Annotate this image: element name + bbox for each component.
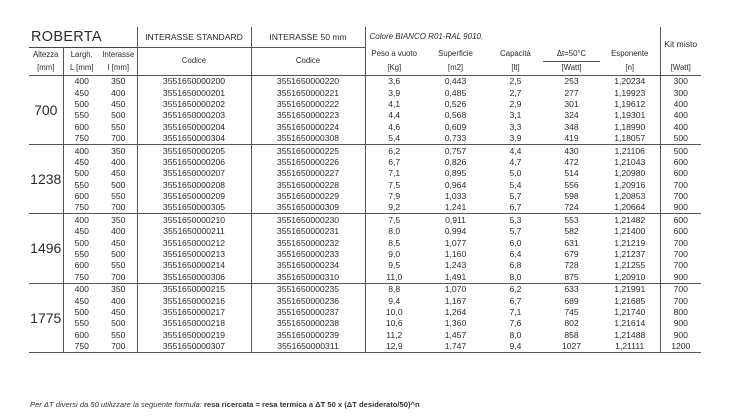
watt-cell: 728 bbox=[564, 260, 579, 271]
esponente-cell: 1,20853 bbox=[614, 191, 646, 202]
codice-50-cell: 3551650000229 bbox=[251, 190, 365, 201]
interasse-cell: 350 bbox=[111, 145, 126, 156]
peso-cell: 7,5 bbox=[388, 214, 401, 225]
esponente-cell: 1,20234 bbox=[614, 76, 646, 87]
watt-cell: 745 bbox=[564, 307, 579, 317]
codice-std-cell: 3551650000201 bbox=[137, 87, 251, 98]
capacita-cell: 6,7 bbox=[488, 202, 543, 214]
kit-cell: 400 bbox=[660, 121, 701, 132]
width-cell: 550 bbox=[63, 110, 100, 121]
codice-50-cell: 3551650000237 bbox=[251, 306, 365, 317]
kit-cell: 900 bbox=[660, 271, 701, 283]
esponente-cell: 1,21106 bbox=[614, 145, 645, 156]
capacita-cell: 5,3 bbox=[509, 214, 522, 225]
watt-cell: 802 bbox=[564, 318, 579, 329]
interasse-cell: 500 bbox=[111, 179, 126, 190]
superficie-cell: 0,568 bbox=[444, 110, 467, 121]
interasse-cell: 450 bbox=[111, 98, 126, 109]
table-row bbox=[29, 144, 701, 156]
width-cell: 750 bbox=[63, 271, 100, 283]
altezza-cell: 700 bbox=[29, 75, 63, 144]
interasse-cell: 350 bbox=[111, 214, 126, 225]
codice-50-cell: 3551650000309 bbox=[251, 202, 365, 214]
peso-cell: 11,0 bbox=[365, 271, 423, 283]
table-row bbox=[29, 340, 701, 352]
codice-std-cell: 3551650000305 bbox=[137, 202, 251, 214]
watt-cell: 419 bbox=[543, 132, 600, 144]
codice-std-cell: 3551650000307 bbox=[137, 340, 251, 352]
width-cell: 750 bbox=[63, 132, 100, 144]
codice-50-cell: 3551650000233 bbox=[251, 248, 365, 259]
table-row bbox=[29, 306, 701, 317]
interasse-cell: 350 bbox=[111, 284, 126, 295]
esponente-cell: 1,21488 bbox=[614, 329, 646, 340]
header-kit-unit: [Watt] bbox=[660, 61, 701, 75]
codice-std-cell: 3551650000211 bbox=[137, 226, 251, 237]
interasse-cell: 700 bbox=[100, 202, 137, 214]
superficie-cell: 0,826 bbox=[444, 156, 467, 167]
watt-cell: 582 bbox=[564, 226, 579, 237]
kit-cell: 600 bbox=[660, 214, 701, 226]
esponente-cell: 1,20664 bbox=[600, 202, 660, 214]
interasse-cell: 500 bbox=[111, 249, 126, 260]
esponente-cell: 1,21111 bbox=[600, 340, 660, 352]
capacita-cell: 6,0 bbox=[509, 237, 522, 248]
width-cell: 500 bbox=[63, 98, 100, 109]
esponente-cell: 1,21685 bbox=[614, 295, 646, 306]
kit-cell: 300 bbox=[660, 87, 701, 98]
width-cell: 600 bbox=[63, 190, 100, 201]
header-capacita: Capacità bbox=[500, 49, 531, 59]
header-codice-std: Codice bbox=[137, 48, 251, 76]
esponente-cell: 1,21237 bbox=[614, 249, 646, 260]
esponente-cell: 1,20910 bbox=[600, 271, 660, 283]
table-row bbox=[29, 75, 701, 87]
esponente-cell: 1,19612 bbox=[614, 98, 646, 109]
kit-cell: 500 bbox=[660, 132, 701, 144]
header-codice-50: Codice bbox=[251, 48, 365, 76]
header-delta-unit: [Watt] bbox=[543, 61, 600, 75]
codice-50-cell: 3551650000231 bbox=[251, 226, 365, 237]
interasse-cell: 350 bbox=[111, 76, 126, 87]
kit-cell: 500 bbox=[660, 144, 701, 156]
table-row bbox=[29, 248, 701, 259]
width-cell: 450 bbox=[63, 295, 100, 306]
interasse-cell: 400 bbox=[111, 156, 126, 167]
peso-cell: 11,2 bbox=[386, 329, 403, 340]
superficie-cell: 0,526 bbox=[444, 98, 467, 109]
width-cell: 400 bbox=[63, 214, 100, 226]
table-row bbox=[29, 168, 701, 179]
kit-cell: 300 bbox=[660, 75, 701, 87]
peso-cell: 8,5 bbox=[388, 237, 401, 248]
kit-cell: 900 bbox=[660, 202, 701, 214]
kit-cell: 700 bbox=[660, 190, 701, 201]
peso-cell: 7,5 bbox=[388, 179, 401, 190]
width-cell: 600 bbox=[63, 260, 100, 271]
codice-50-cell: 3551650000234 bbox=[251, 260, 365, 271]
interasse-cell: 550 bbox=[111, 121, 126, 132]
peso-cell: 6,2 bbox=[388, 145, 401, 156]
peso-cell: 9,2 bbox=[365, 202, 423, 214]
codice-std-cell: 3551650000208 bbox=[137, 179, 251, 190]
header-altezza-unit: [mm] bbox=[29, 61, 63, 75]
codice-50-cell: 3551650000228 bbox=[251, 179, 365, 190]
peso-cell: 9,0 bbox=[388, 249, 401, 260]
superficie-cell: 1,070 bbox=[444, 284, 467, 295]
esponente-cell: 1,19923 bbox=[614, 87, 646, 98]
peso-cell: 10,0 bbox=[385, 307, 403, 317]
interasse-cell: 400 bbox=[111, 87, 126, 98]
codice-50-cell: 3551650000220 bbox=[251, 75, 365, 87]
kit-cell: 700 bbox=[660, 260, 701, 271]
esponente-cell: 1,18057 bbox=[600, 132, 660, 144]
watt-cell: 679 bbox=[564, 249, 579, 260]
esponente-cell: 1,21991 bbox=[614, 284, 646, 295]
capacita-cell: 6,7 bbox=[509, 295, 522, 306]
kit-cell: 900 bbox=[660, 318, 701, 329]
watt-cell: 598 bbox=[564, 191, 579, 202]
superficie-cell: 1,747 bbox=[423, 340, 488, 352]
watt-cell: 633 bbox=[564, 284, 579, 295]
table-row bbox=[29, 226, 701, 237]
esponente-cell: 1,20916 bbox=[614, 179, 646, 190]
kit-cell: 700 bbox=[660, 248, 701, 259]
capacita-cell: 4,7 bbox=[509, 156, 522, 167]
table-row bbox=[29, 190, 701, 201]
kit-cell: 700 bbox=[660, 179, 701, 190]
altezza-cell: 1496 bbox=[29, 214, 63, 283]
codice-std-cell: 3551650000213 bbox=[137, 248, 251, 259]
interasse-cell: 400 bbox=[111, 226, 126, 237]
superficie-cell: 1,077 bbox=[444, 237, 467, 248]
codice-std-cell: 3551650000214 bbox=[137, 260, 251, 271]
interasse-cell: 450 bbox=[111, 168, 126, 179]
header-interasse-standard: INTERASSE STANDARD bbox=[137, 27, 251, 48]
kit-cell: 700 bbox=[660, 295, 701, 306]
header-kit-misto: Kit misto bbox=[660, 27, 701, 61]
header-delta: Δt=50°C bbox=[543, 48, 600, 62]
peso-cell: 7,9 bbox=[388, 191, 401, 202]
width-cell: 750 bbox=[63, 202, 100, 214]
codice-50-cell: 3551650000221 bbox=[251, 87, 365, 98]
width-cell: 500 bbox=[63, 168, 100, 179]
table-row bbox=[29, 260, 701, 271]
codice-std-cell: 3551650000306 bbox=[137, 271, 251, 283]
watt-cell: 348 bbox=[564, 121, 579, 132]
codice-std-cell: 3551650000216 bbox=[137, 295, 251, 306]
superficie-cell: 1,241 bbox=[423, 202, 488, 214]
peso-cell: 10,6 bbox=[385, 318, 403, 329]
roberta-spec-table bbox=[29, 27, 701, 353]
header-interasse: Interasse bbox=[102, 49, 135, 59]
header-colore: Colore BIANCO R01-RAL 9010. bbox=[369, 32, 484, 42]
capacita-cell: 7,1 bbox=[509, 307, 522, 317]
codice-std-cell: 3551650000207 bbox=[137, 168, 251, 179]
watt-cell: 253 bbox=[564, 76, 579, 87]
formula-footnote bbox=[30, 400, 420, 409]
peso-cell: 8,0 bbox=[388, 226, 401, 237]
interasse-cell: 550 bbox=[111, 329, 126, 340]
width-cell: 500 bbox=[63, 306, 100, 317]
superficie-cell: 0,895 bbox=[444, 168, 467, 179]
table-row bbox=[29, 179, 701, 190]
kit-cell: 600 bbox=[660, 168, 701, 179]
altezza-cell: 1775 bbox=[29, 283, 63, 352]
capacita-cell: 7,6 bbox=[509, 318, 522, 329]
product-name: ROBERTA bbox=[29, 27, 137, 48]
table-row bbox=[29, 271, 701, 283]
interasse-cell: 450 bbox=[111, 307, 126, 317]
codice-50-cell: 3551650000238 bbox=[251, 318, 365, 329]
width-cell: 600 bbox=[63, 329, 100, 340]
kit-cell: 400 bbox=[660, 110, 701, 121]
capacita-cell: 9,4 bbox=[488, 340, 543, 352]
kit-cell: 600 bbox=[660, 226, 701, 237]
table-row bbox=[29, 283, 701, 295]
codice-50-cell: 3551650000310 bbox=[251, 271, 365, 283]
kit-cell: 900 bbox=[660, 329, 701, 340]
capacita-cell: 3,9 bbox=[488, 132, 543, 144]
interasse-cell: 550 bbox=[111, 191, 126, 202]
esponente-cell: 1,18990 bbox=[614, 121, 646, 132]
capacita-cell: 2,9 bbox=[509, 98, 522, 109]
esponente-cell: 1,21043 bbox=[614, 156, 646, 167]
peso-cell: 6,7 bbox=[388, 156, 401, 167]
header-larghezza-unit: L [mm] bbox=[63, 61, 100, 75]
peso-cell: 8,8 bbox=[388, 284, 401, 295]
header-esponente-unit: [n] bbox=[600, 61, 660, 75]
esponente-cell: 1,20980 bbox=[614, 168, 646, 179]
table-row bbox=[29, 132, 701, 144]
capacita-cell: 4,4 bbox=[509, 145, 522, 156]
codice-std-cell: 3551650000304 bbox=[137, 132, 251, 144]
interasse-cell: 400 bbox=[111, 295, 126, 306]
watt-cell: 514 bbox=[564, 168, 579, 179]
codice-50-cell: 3551650000223 bbox=[251, 110, 365, 121]
width-cell: 450 bbox=[63, 87, 100, 98]
esponente-cell: 1,21219 bbox=[614, 237, 646, 248]
capacita-cell: 2,7 bbox=[509, 87, 522, 98]
peso-cell: 4,4 bbox=[388, 110, 401, 121]
superficie-cell: 0,733 bbox=[423, 132, 488, 144]
table-row bbox=[29, 214, 701, 226]
codice-std-cell: 3551650000202 bbox=[137, 98, 251, 109]
codice-std-cell: 3551650000212 bbox=[137, 237, 251, 248]
superficie-cell: 1,160 bbox=[444, 249, 467, 260]
kit-cell: 700 bbox=[660, 283, 701, 295]
header-interasse-unit: I [mm] bbox=[100, 61, 137, 75]
kit-cell: 600 bbox=[660, 156, 701, 167]
table-row bbox=[29, 121, 701, 132]
capacita-cell: 2,5 bbox=[509, 76, 522, 87]
table-row bbox=[29, 318, 701, 329]
table-row bbox=[29, 329, 701, 340]
capacita-cell: 3,3 bbox=[509, 121, 522, 132]
peso-cell: 9,5 bbox=[388, 260, 401, 271]
kit-cell: 700 bbox=[660, 237, 701, 248]
kit-cell: 800 bbox=[660, 306, 701, 317]
codice-50-cell: 3551650000239 bbox=[251, 329, 365, 340]
codice-std-cell: 3551650000205 bbox=[137, 144, 251, 156]
esponente-cell: 1,19301 bbox=[614, 110, 646, 121]
watt-cell: 875 bbox=[543, 271, 600, 283]
superficie-cell: 0,994 bbox=[444, 226, 467, 237]
header-peso: Peso a vuoto bbox=[371, 49, 417, 59]
superficie-cell: 1,243 bbox=[444, 260, 467, 271]
superficie-cell: 1,491 bbox=[423, 271, 488, 283]
table-row bbox=[29, 202, 701, 214]
interasse-cell: 500 bbox=[111, 110, 126, 121]
peso-cell: 4,1 bbox=[388, 98, 401, 109]
footnote-formula: resa ricercata = resa termica a ΔT 50 x (ΔT desiderato/50)^n bbox=[203, 400, 420, 409]
codice-std-cell: 3551650000203 bbox=[137, 110, 251, 121]
peso-cell: 9,4 bbox=[388, 295, 401, 306]
header-larghezza: Largh. bbox=[63, 48, 100, 62]
peso-cell: 12,9 bbox=[365, 340, 423, 352]
header-superficie: Superficie bbox=[438, 49, 473, 59]
codice-std-cell: 3551650000204 bbox=[137, 121, 251, 132]
codice-50-cell: 3551650000236 bbox=[251, 295, 365, 306]
peso-cell: 5,4 bbox=[365, 132, 423, 144]
capacita-cell: 6,2 bbox=[509, 284, 522, 295]
codice-50-cell: 3551650000308 bbox=[251, 132, 365, 144]
capacita-cell: 6,8 bbox=[509, 260, 522, 271]
interasse-cell: 700 bbox=[100, 271, 137, 283]
superficie-cell: 1,167 bbox=[444, 295, 467, 306]
interasse-cell: 700 bbox=[100, 340, 137, 352]
table-row bbox=[29, 295, 701, 306]
watt-cell: 553 bbox=[564, 214, 579, 225]
kit-cell: 1200 bbox=[660, 340, 701, 352]
superficie-cell: 0,609 bbox=[444, 121, 467, 132]
codice-50-cell: 3551650000226 bbox=[251, 156, 365, 167]
interasse-cell: 700 bbox=[100, 132, 137, 144]
codice-50-cell: 3551650000224 bbox=[251, 121, 365, 132]
capacita-cell: 3,1 bbox=[509, 110, 522, 121]
table-row bbox=[29, 98, 701, 109]
superficie-cell: 0,964 bbox=[444, 179, 467, 190]
esponente-cell: 1,21400 bbox=[614, 226, 646, 237]
width-cell: 400 bbox=[63, 75, 100, 87]
peso-cell: 7,1 bbox=[388, 168, 401, 179]
interasse-cell: 500 bbox=[111, 318, 126, 329]
table-row bbox=[29, 156, 701, 167]
table-row bbox=[29, 110, 701, 121]
capacita-cell: 6,4 bbox=[509, 249, 522, 260]
codice-50-cell: 3551650000232 bbox=[251, 237, 365, 248]
header-superficie-unit: [m2] bbox=[423, 61, 488, 75]
watt-cell: 472 bbox=[564, 156, 579, 167]
codice-50-cell: 3551650000230 bbox=[251, 214, 365, 226]
peso-cell: 3,6 bbox=[388, 76, 401, 87]
kit-cell: 400 bbox=[660, 98, 701, 109]
width-cell: 450 bbox=[63, 156, 100, 167]
codice-50-cell: 3551650000235 bbox=[251, 283, 365, 295]
esponente-cell: 1,21482 bbox=[614, 214, 646, 225]
table-row bbox=[29, 237, 701, 248]
superficie-cell: 0,911 bbox=[445, 214, 466, 225]
watt-cell: 631 bbox=[564, 237, 579, 248]
width-cell: 750 bbox=[63, 340, 100, 352]
superficie-cell: 1,360 bbox=[444, 318, 467, 329]
capacita-cell: 5,0 bbox=[509, 168, 522, 179]
esponente-cell: 1,21255 bbox=[614, 260, 646, 271]
width-cell: 400 bbox=[63, 144, 100, 156]
capacita-cell: 8,0 bbox=[488, 271, 543, 283]
interasse-cell: 550 bbox=[111, 260, 126, 271]
width-cell: 400 bbox=[63, 283, 100, 295]
codice-50-cell: 3551650000311 bbox=[251, 340, 365, 352]
codice-std-cell: 3551650000209 bbox=[137, 190, 251, 201]
capacita-cell: 5,7 bbox=[509, 191, 522, 202]
codice-std-cell: 3551650000217 bbox=[137, 306, 251, 317]
header-esponente: Esponente bbox=[611, 49, 649, 59]
codice-std-cell: 3551650000200 bbox=[137, 75, 251, 87]
header-interasse-50: INTERASSE 50 mm bbox=[251, 27, 365, 48]
width-cell: 450 bbox=[63, 226, 100, 237]
codice-std-cell: 3551650000218 bbox=[137, 318, 251, 329]
width-cell: 500 bbox=[63, 237, 100, 248]
table-row bbox=[29, 87, 701, 98]
watt-cell: 724 bbox=[543, 202, 600, 214]
watt-cell: 277 bbox=[564, 87, 579, 98]
watt-cell: 858 bbox=[564, 329, 579, 340]
capacita-cell: 5,4 bbox=[509, 179, 522, 190]
header-peso-unit: [Kg] bbox=[365, 61, 423, 75]
codice-std-cell: 3551650000210 bbox=[137, 214, 251, 226]
capacita-cell: 8,0 bbox=[509, 329, 522, 340]
superficie-cell: 0,443 bbox=[444, 76, 467, 87]
superficie-cell: 0,757 bbox=[444, 145, 467, 156]
width-cell: 550 bbox=[63, 179, 100, 190]
esponente-cell: 1,21740 bbox=[614, 307, 646, 317]
width-cell: 600 bbox=[63, 121, 100, 132]
superficie-cell: 0,485 bbox=[444, 87, 467, 98]
codice-std-cell: 3551650000206 bbox=[137, 156, 251, 167]
codice-std-cell: 3551650000219 bbox=[137, 329, 251, 340]
header-altezza: Altezza bbox=[32, 49, 59, 59]
codice-50-cell: 3551650000222 bbox=[251, 98, 365, 109]
peso-cell: 3,9 bbox=[388, 87, 401, 98]
watt-cell: 324 bbox=[564, 110, 579, 121]
superficie-cell: 1,033 bbox=[444, 191, 467, 202]
esponente-cell: 1,21614 bbox=[614, 318, 646, 329]
watt-cell: 689 bbox=[564, 295, 579, 306]
watt-cell: 301 bbox=[564, 98, 579, 109]
superficie-cell: 1,264 bbox=[444, 307, 467, 317]
codice-50-cell: 3551650000227 bbox=[251, 168, 365, 179]
watt-cell: 430 bbox=[564, 145, 579, 156]
capacita-cell: 5,7 bbox=[509, 226, 522, 237]
superficie-cell: 1,457 bbox=[444, 329, 467, 340]
peso-cell: 4,6 bbox=[388, 121, 401, 132]
width-cell: 550 bbox=[63, 318, 100, 329]
altezza-cell: 1238 bbox=[29, 144, 63, 213]
footnote-text: Per ΔT diversi da 50 utilizzare la seguente formula: bbox=[30, 400, 204, 409]
codice-std-cell: 3551650000215 bbox=[137, 283, 251, 295]
interasse-cell: 450 bbox=[111, 237, 126, 248]
watt-cell: 1027 bbox=[543, 340, 600, 352]
header-capacita-unit: [lt] bbox=[488, 61, 543, 75]
watt-cell: 556 bbox=[564, 179, 579, 190]
width-cell: 550 bbox=[63, 248, 100, 259]
codice-50-cell: 3551650000225 bbox=[251, 144, 365, 156]
